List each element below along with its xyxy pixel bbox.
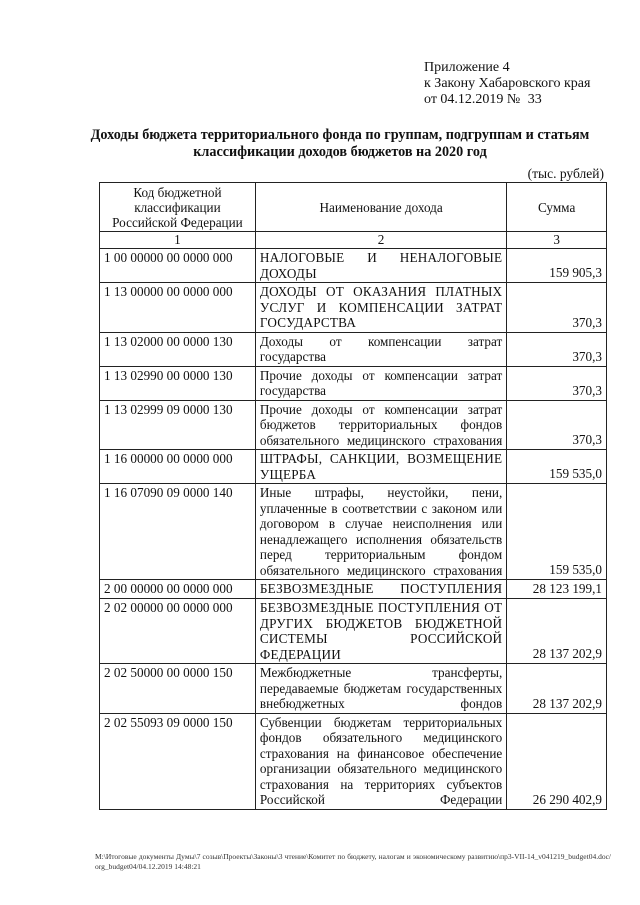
row-sum: 28 137 202,9 [507, 664, 607, 714]
column-number: 3 [507, 232, 607, 249]
table-row [100, 599, 607, 664]
row-sum: 159 535,0 [507, 450, 607, 484]
table-row [100, 664, 607, 714]
row-code: 1 13 02990 00 0000 130 [100, 366, 256, 400]
row-name: Субвенции бюджетам территориальных фондов обязательного медицинского страхования на финансовое обеспечение организации обязательного медицинского страхования на территориях субъектов Российской Федерации [255, 713, 506, 809]
column-number-row [100, 232, 607, 249]
row-code: 1 13 02999 09 0000 130 [100, 400, 256, 450]
row-code: 1 00 00000 00 0000 000 [100, 249, 256, 283]
row-code: 2 00 00000 00 0000 000 [100, 580, 256, 599]
column-number: 2 [255, 232, 506, 249]
appendix-title: Приложение 4 [424, 60, 510, 75]
table-row [100, 400, 607, 450]
row-code: 1 13 02000 00 0000 130 [100, 332, 256, 366]
budget-table [99, 182, 607, 810]
appendix-law-number: 33 [527, 92, 542, 107]
row-name: НАЛОГОВЫЕ И НЕНАЛОГОВЫЕ ДОХОДЫ [255, 249, 506, 283]
row-code: 2 02 50000 00 0000 150 [100, 664, 256, 714]
table-header-row [100, 183, 607, 232]
header-sum: Сумма [507, 183, 607, 232]
row-code: 1 16 00000 00 0000 000 [100, 450, 256, 484]
row-name: БЕЗВОЗМЕЗДНЫЕ ПОСТУПЛЕНИЯ [255, 580, 506, 599]
row-name: Прочие доходы от компенсации затрат бюджетов территориальных фондов обязательного медицинского страхования [255, 400, 506, 450]
appendix-law-reference: к Закону Хабаровского края [424, 76, 591, 91]
row-name: ШТРАФЫ, САНКЦИИ, ВОЗМЕЩЕНИЕ УЩЕРБА [255, 450, 506, 484]
units-label: (тыс. рублей) [527, 166, 604, 181]
file-path-footer: M:\Итоговые документы Думы\7 созыв\Проекты\Законы\3 чтение\Комитет по бюджету, налогам и экономическому развитию\пр3-VII-14_v041219_budget04.doc/ org_budget04/04.12.2019 14:48:21 [95, 852, 611, 871]
row-name: Межбюджетные трансферты, передаваемые бюджетам государственных внебюджетных фондов [255, 664, 506, 714]
row-name: Прочие доходы от компенсации затрат государства [255, 366, 506, 400]
header-code: Код бюджетной классификации Российской Федерации [100, 183, 256, 232]
header-name: Наименование дохода [255, 183, 506, 232]
table-row [100, 366, 607, 400]
table-row [100, 580, 607, 599]
row-code: 2 02 00000 00 0000 000 [100, 599, 256, 664]
row-sum: 26 290 402,9 [507, 713, 607, 809]
table-row [100, 713, 607, 809]
row-code: 1 16 07090 09 0000 140 [100, 484, 256, 580]
table-row [100, 249, 607, 283]
row-sum: 159 905,3 [507, 249, 607, 283]
appendix-block [424, 60, 590, 108]
row-code: 2 02 55093 09 0000 150 [100, 713, 256, 809]
column-number: 1 [100, 232, 256, 249]
appendix-date-line [424, 92, 590, 108]
row-name: ДОХОДЫ ОТ ОКАЗАНИЯ ПЛАТНЫХ УСЛУГ И КОМПЕНСАЦИИ ЗАТРАТ ГОСУДАРСТВА [255, 283, 506, 333]
row-code: 1 13 00000 00 0000 000 [100, 283, 256, 333]
row-sum: 28 137 202,9 [507, 599, 607, 664]
appendix-date: от 04.12.2019 № [424, 92, 521, 107]
row-name: Иные штрафы, неустойки, пени, уплаченные в соответствии с законом или договором в случае неисполнения или ненадлежащего исполнения обязательств перед территориальным фондом обязательного медицинского страхования [255, 484, 506, 580]
row-name: БЕЗВОЗМЕЗДНЫЕ ПОСТУПЛЕНИЯ ОТ ДРУГИХ БЮДЖЕТОВ БЮДЖЕТНОЙ СИСТЕМЫ РОССИЙСКОЙ ФЕДЕРАЦИИ [255, 599, 506, 664]
row-sum: 370,3 [507, 332, 607, 366]
table-row [100, 332, 607, 366]
table-row [100, 450, 607, 484]
row-sum: 28 123 199,1 [507, 580, 607, 599]
row-sum: 159 535,0 [507, 484, 607, 580]
page-title: Доходы бюджета территориального фонда по группам, подгруппам и статьям классификации доходов бюджетов на 2020 год [90, 127, 590, 160]
row-sum: 370,3 [507, 283, 607, 333]
row-name: Доходы от компенсации затрат государства [255, 332, 506, 366]
table-row [100, 283, 607, 333]
table-row [100, 484, 607, 580]
row-sum: 370,3 [507, 400, 607, 450]
row-sum: 370,3 [507, 366, 607, 400]
